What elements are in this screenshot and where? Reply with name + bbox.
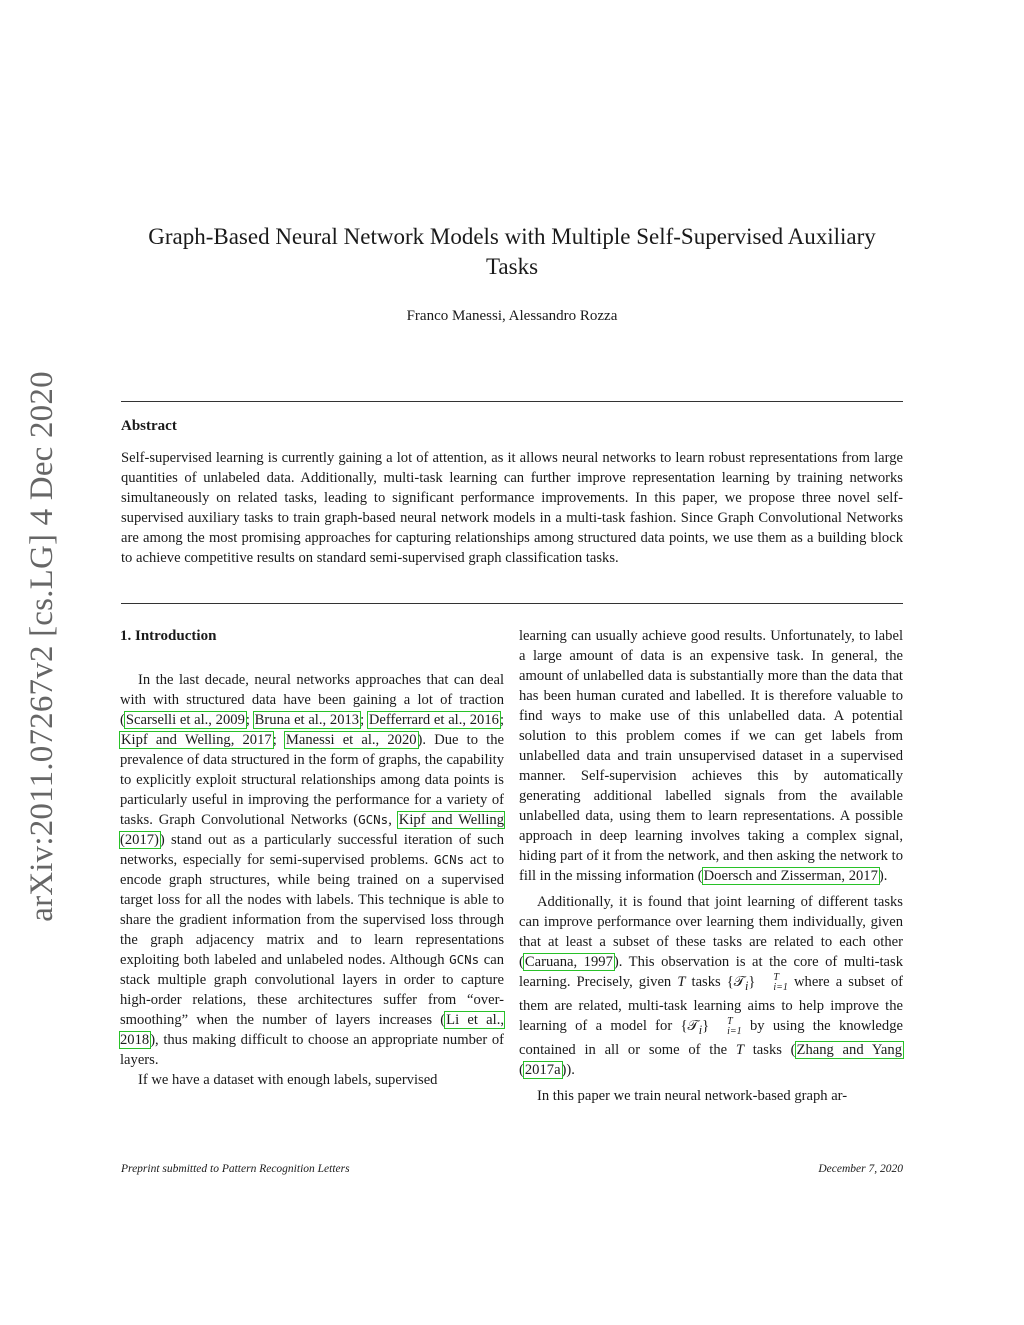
text-run: ). — [878, 868, 888, 884]
abstract-text: Self-supervised learning is currently gaining a lot of attention, as it allows neural networks to learn robust representations from large quantities of unlabeled data. Additionally, multi-task learning can further improve representation learning by training networks simultaneously on related tasks, leading to significant performance improvements. In this paper, we propose three novel self-supervised auxiliary tasks to train graph-based neural network models in a multi-task fashion. Since Graph Convolutional Networks are among the most promising approaches for capturing relationships among structured data points, we use them as a building block to achieve competitive results on standard semi-supervised graph classification tasks. — [121, 450, 903, 566]
citation-link[interactable]: Scarselli et al., 2009 — [125, 712, 245, 728]
footer-date: December 7, 2020 — [818, 1163, 903, 1175]
text-run: act to encode graph structures, while being trained on a supervised target loss for all the nodes with labels. This technique is able to share the gradient information from the supervised loss through the graph adjacency matrix and to learn representations exploiting both labeled and unlabeled nodes. Although — [120, 852, 504, 968]
text-run: ( — [519, 1061, 524, 1078]
text-run: ). Due to the prevalence of data structured in the form of graphs, the capability to explicitly exploit structural relationships among data points is particularly useful in improving the performance for a variety of tasks. Graph Convolutional Networks ( — [120, 732, 504, 828]
text-run: tasks {𝒯 — [685, 974, 745, 990]
intro-paragraph-2: If we have a dataset with enough labels, supervised — [138, 1072, 438, 1088]
math-var: T — [735, 1041, 744, 1058]
text-run: ; — [245, 712, 254, 728]
text-run: } — [702, 1017, 710, 1034]
text-run: Additionally, it is found that joint learning of different tasks can improve performance over learning them individually, given that at least a subset of these tasks are related to each other ( — [519, 894, 903, 970]
math-sub: i — [698, 1022, 703, 1037]
abstract-top-rule — [121, 401, 903, 402]
text-run: learning can usually achieve good results. Unfortunately, to label a large amount of data is an expensive task. In general, the amount of unlabelled data is substantially more than the data that has been human curated and labelled. It is therefore valuable to find ways to make use of this unlabelled data. A potential solution to this problem comes if we can get labels from unlabelled data and train unsupervised dataset in a supervised manner. Self-supervision achieves this by automatically generating additional labelled signals from the available unlabelled data, using them to learn representations. A possible approach in deep learning involves taking a complex signal, hiding part of it from the network, and then asking the network to fill in the missing information ( — [519, 628, 903, 884]
section-heading-introduction: 1. Introduction — [120, 628, 217, 644]
citation-link[interactable]: Kipf and Welling (2017) — [120, 812, 505, 848]
paper-authors: Franco Manessi, Alessandro Rozza — [406, 308, 618, 324]
gcns-code: GCNs — [449, 952, 480, 967]
abstract-bottom-rule — [121, 603, 903, 604]
citation-link[interactable]: 2017a — [524, 1061, 561, 1078]
citation-link[interactable]: Doersch and Zisserman, 2017 — [703, 868, 878, 884]
math-sub: i=1 — [727, 1025, 742, 1037]
math-limits — [755, 973, 788, 993]
math-sup: T — [773, 971, 779, 983]
text-run: ), thus making difficult to choose an appropriate number of layers. — [120, 1032, 504, 1068]
text-run: can stack multiple graph convolutional layers in order to capture high-order relations, these architectures suffer from “over-smoothing” when the number of layers increases ( — [120, 952, 504, 1028]
math-sub: i — [744, 978, 749, 993]
abstract-heading: Abstract — [121, 418, 177, 434]
footer-submission: Preprint submitted to Pattern Recognition Letters — [121, 1163, 350, 1175]
gcns-code: GCNs — [434, 852, 465, 867]
text-run: , — [388, 812, 398, 828]
text-run: where a subset of them are related, multi-task learning aims to help improve the learning of a model for {𝒯 — [519, 974, 903, 1034]
citation-link[interactable]: Zhang and Yang — [796, 1041, 902, 1058]
math-var: T — [677, 974, 686, 990]
text-run: ). This observation is at the core of multi-task learning. Precisely, given — [519, 954, 903, 990]
right-paragraph-2 — [519, 892, 903, 1080]
citation-link[interactable]: Caruana, 1997 — [524, 954, 613, 970]
paper-title: Graph-Based Neural Network Models with Multiple Self-Supervised Auxiliary Tasks — [148, 224, 876, 279]
right-column — [519, 626, 903, 1106]
right-paragraph-1 — [519, 626, 903, 886]
text-run: ; — [499, 712, 505, 728]
gcns-code: GCNs — [358, 812, 389, 827]
arxiv-identifier — [14, 360, 70, 932]
citation-link[interactable]: Bruna et al., 2013 — [254, 712, 360, 728]
text-run: ; — [272, 732, 285, 748]
math-sub: i=1 — [773, 981, 788, 993]
citation-link[interactable]: Manessi et al., 2020 — [285, 732, 417, 748]
text-run: In the last decade, neural networks approaches that can deal with with structured data have been gaining a lot of traction ( — [120, 672, 504, 728]
text-run: by using the knowledge contained in all or some of the — [519, 1017, 903, 1058]
math-sup: T — [727, 1015, 733, 1027]
text-run: tasks ( — [743, 1041, 796, 1058]
right-paragraph-3: In this paper we train neural network-based graph ar- — [537, 1087, 848, 1104]
text-run: )). — [561, 1061, 575, 1078]
citation-link[interactable]: Defferrard et al., 2016 — [368, 712, 499, 728]
citation-link[interactable]: Kipf and Welling, 2017 — [121, 732, 272, 748]
text-run: ; — [360, 712, 368, 728]
arxiv-identifier-text: arXiv:2011.07267v2 [cs.LG] 4 Dec 2020 — [23, 370, 60, 922]
intro-paragraph-1 — [120, 670, 504, 1070]
math-limits — [709, 1017, 742, 1037]
left-column — [120, 626, 504, 1090]
text-run: } — [748, 974, 756, 990]
citation-link[interactable]: Li et al., 2018 — [120, 1012, 504, 1048]
text-run: ) stand out as a particularly successful iteration of such networks, especially for semi-supervised problems. — [120, 832, 504, 868]
